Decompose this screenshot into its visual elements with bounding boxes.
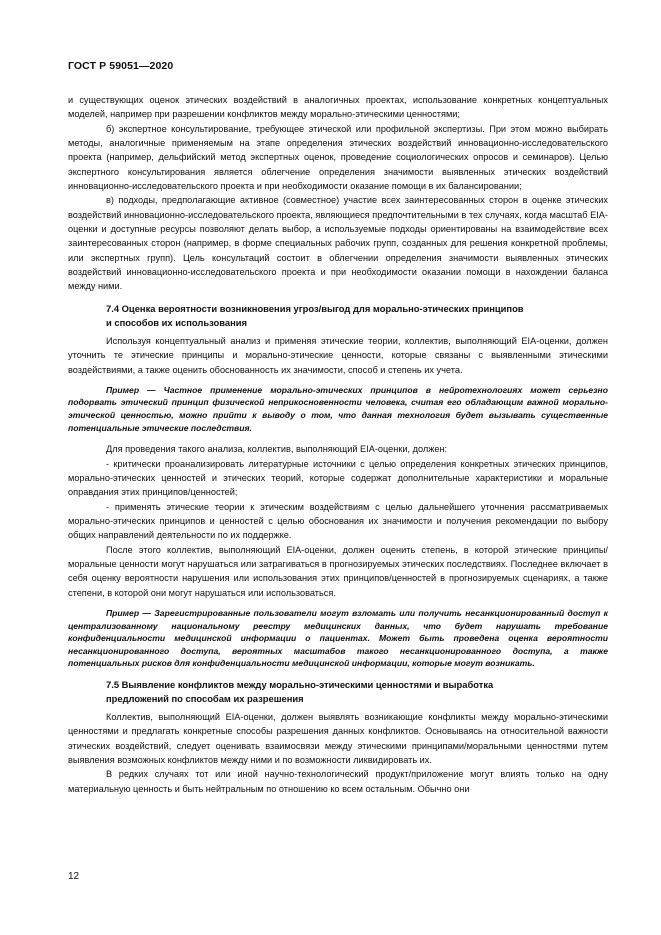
example-note: Пример — Частное применение морально-этических принципов в нейротехнологиях может серьезно подорвать этический принцип физической неприкосновенности человека, считая его обладающим важной морально-этической ценностью, можно прийти к выводу о том, что данная технология будет вызывать существенные потенциальные этические последствия. (68, 384, 608, 433)
document-header: ГОСТ Р 59051—2020 (68, 60, 174, 72)
heading-line: 7.4 Оценка вероятности возникновения угроз/выгод для морально-этических принципов (106, 302, 524, 314)
list-item: - критически проанализировать литературные источники с целью определения конкретных этических принципов, морально-этических ценностей и этических теорий, которые содержат дополнительные характеристики и моральные оправдания этих принципов/ценностей; (68, 458, 608, 498)
paragraph: Для проведения такого анализа, коллектив, выполняющий EIA-оценки, должен: (106, 444, 448, 455)
example-note: Пример — Зарегистрированные пользователи могут взломать или получить несанкционированный доступ к централизованному национальному реестру медицинских данных, что будет нарушать требование конфиденциальности медицинской информации о пациентах. Может быть проведена оценка вероятности несанкционированного доступа, вероятных масштабов такого несанкционированного доступа, а также потенциальных рисков для конфиденциальности медицинской информации, которые могут возникать. (68, 608, 608, 669)
paragraph: в) подходы, предполагающие активное (совместное) участие всех заинтересованных сторон в оценке этических воздействий инновационно-исследовательского проекта, являющиеся предпочтительными в тех случаях, когда масштаб EIA-оценки и доступные ресурсы позволяют делать выбор, а используемые подходы ориентированы на взаимодействие всех заинтересованных сторон (например, в форме специальных рабочих групп, созданных для решения конкретной проблемы, или экспертных групп). Цель консультаций состоит в облегчении определения значимости выявленных этических воздействий инновационно-исследовательского проекта и при необходимости оказании помощи в нахождении баланса между ними. (68, 195, 608, 292)
document-body (68, 93, 608, 796)
paragraph: В редких случаях тот или иной научно-технологический продукт/приложение могут влиять только на одну материальную ценность и быть нейтральным по отношению ко всем остальным. Обычно они (68, 769, 608, 794)
heading-line: 7.5 Выявление конфликтов между морально-этическими ценностями и выработка (106, 678, 494, 690)
section-heading-7-4 (106, 302, 608, 330)
list-item: - применять этические теории к этическим воздействиям с целью дальнейшего уточнения рассматриваемых морально-этических принципов и ценностей с целью обоснования их значимости и получения рекомендации по выбору общих направлений деятельности по их поддержке. (68, 501, 608, 541)
paragraph: б) экспертное консультирование, требующее этической или профильной экспертизы. При этом можно выбирать методы, аналогичные применяемым на этапе определения этических воздействий инновационно-исследовательского проекта (например, дельфийский метод экспертных оценок, проведение социологических опросов и семинаров). Целью экспертного консультирования является облегчение определения значимости выявленных этических воздействий инновационно-исследовательского проекта и при необходимости оказание помощи в их балансировании; (68, 123, 608, 192)
paragraph: Коллектив, выполняющий EIA-оценки, должен выявлять возникающие конфликты между морально-этическими ценностями и предлагать конкретные способы разрешения данных конфликтов. Основываясь на относительной важности этических воздействий, следует оценивать взаимосвязи между этическими принципами/моральными ценностями путем выявления возможных конфликтов между ними и по возможности ликвидировать их. (68, 711, 608, 765)
paragraph: Используя концептуальный анализ и применяя этические теории, коллектив, выполняющий EIA-оценки, должен уточнить те этические принципы и морально-этические ценности, которые связаны с выявленными этическими воздействиями, а также оценить обоснованность их значимости, способ и степень их учета. (68, 335, 608, 375)
paragraph: После этого коллектив, выполняющий EIA-оценки, должен оценить степень, в которой этические принципы/моральные ценности могут нарушаться или затрагиваться в прогнозируемых этических последствиях. Последнее включает в себя оценку вероятности нарушения или использования этих принципов/ценностей в прогнозируемых сценариях, а также степени, в которой они могут нарушаться или использоваться. (68, 544, 608, 598)
paragraph: и существующих оценок этических воздействий в аналогичных проектах, использование конкретных концептуальных моделей, например при разрешении конфликтов между морально-этическими ценностями; (68, 95, 608, 120)
page-number: 12 (68, 871, 80, 882)
heading-line: предложений по способам их разрешения (106, 692, 304, 704)
section-heading-7-5 (106, 678, 608, 706)
heading-line: и способов их использования (106, 316, 248, 328)
